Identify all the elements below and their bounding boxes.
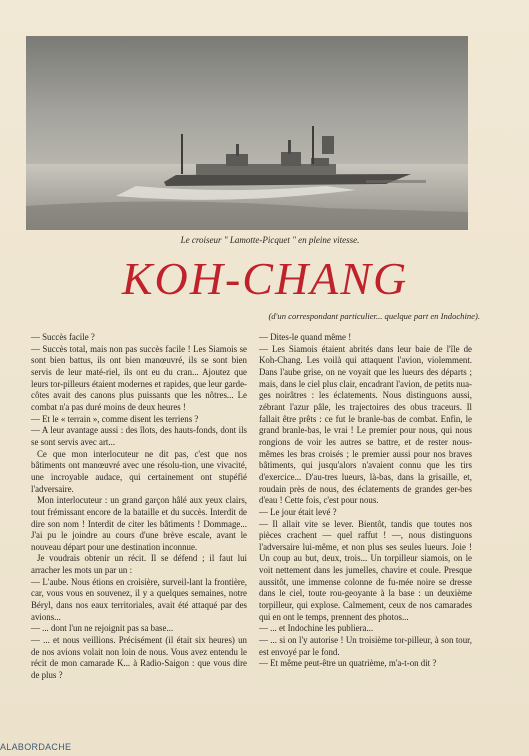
paragraph: — L'aube. Nous étions en croisière, surveil-lant la frontière, car, vous vous en souvenez, il y a quelques semaines, notre Béryl, dans nos eaux territoriales, avait été attaqué par des avions...: [31, 576, 247, 622]
caption-ship-name: " Lamotte-Picquet ": [223, 235, 296, 245]
title-brush-lettering: [121, 250, 408, 306]
paragraph: — Il allait vite se lever. Bientôt, tandis que toutes nos pièces crachent — quel raffut ! —, nous distinguons l'adversaire lui-même, et non plus ses seules lueurs. Joie ! Un coup au but, deux, trois... Un torpilleur siamois, on le voit nettement dans les jumelles, chavire et coule. Presque aussitôt, une immense colonne de fu-mée noire se dresse dans le ciel, toute rou-geoyante à la base : un deuxième torpilleur, qui explose. Calmement, ceux de nos camarades qui en ont le temps, prennent des photos...: [259, 518, 472, 622]
source-watermark: ALABORDACHE: [0, 742, 72, 752]
caption-suffix: en pleine vitesse.: [298, 235, 360, 245]
paragraph: — Le jour était levé ?: [259, 506, 337, 517]
paragraph: — ... et nous veillions. Précisément (il était six heures) un de nos avions volait non loin de nous. Vous avez entendu le récit de mon camarade K... à Radio-Saigon : que vous dire de plus ?: [31, 635, 247, 681]
paragraph: — ... si on l'y autorise ! Un troisième tor-pilleur, à son tour, est envoyé par le fond.: [259, 635, 472, 657]
paragraph: Mon interlocuteur : un grand garçon hâlé aux yeux clairs, tout frémissant encore de la bataille et du succès. Interdit de dire son nom ! Interdit de citer les bâtiments ! Dommage... J'ai pu le joindre au cours d'une brève escale, avant le nouveau départ pour une destination inconnue.: [31, 495, 247, 552]
paragraph: — Et même peut-être un quatrième, m'a-t-on dit ?: [259, 658, 437, 669]
paragraph: Ce que mon interlocuteur ne dit pas, c'est que nos bâtiments ont manœuvré avec une résolu-tion, une vivacité, une incroyable audace, qui certainement ont stupéfié l'adversaire.: [31, 448, 247, 494]
paragraph: — Succès total, mais non pas succès facile ! Les Siamois se sont bien battus, ils ont bien manœuvré, ils se sont bien servis de leur maté-riel, ils ont eu du cran... Ajoutez que leurs tor-pilleurs étaient modernes et rapides, que leur garde-côtes avait des canons plus puissants que les nôtres... Le combat n'a pas duré moins de deux heures !: [31, 343, 247, 412]
article-title: [0, 250, 529, 311]
cruiser-image: [26, 36, 468, 230]
paragraph: — A leur avantage aussi : des îlots, des hauts-fonds, dont ils se sont servis avec art...: [31, 425, 247, 447]
right-column: [259, 332, 472, 670]
paragraph: — ... et Indochine les publiera...: [259, 623, 374, 634]
paragraph: — ... dont l'un ne rejoignit pas sa base...: [31, 623, 174, 634]
paragraph: — Et le « terrain », comme disent les terriens ?: [31, 413, 199, 424]
ship-photo: [26, 36, 468, 230]
paragraph: Je voudrais obtenir un récit. Il se défend ; il faut lui arracher les mots un par un :: [31, 553, 247, 576]
paragraph: — Les Siamois étaient abrités dans leur baie de l'île de Koh-Chang. Les voilà qui attaquent l'avion, violemment. Dans l'aube grise, on ne voyait que les lueurs des départs ; mais, dans le ciel plus clair, encadrant l'avion, de petits nua-ges noirâtres : les éclatements. Nous distinguons aussi, zébrant l'azur pâle, les trajectoires des obus traceurs. Il fallait être prêts : ce fut le branle-bas de combat. Enfin, le grand branle-bas, le vrai ! Le premier pour nous, qui nous rongions de voir les autres se battre, et de rester nous-mêmes les bras croisés ; le premier aussi pour nos braves bâtiments, qui jusqu'alors n'avaient connu que les tirs d'exercice... D'au-tres lueurs, là-bas, dans la grisaille, et, roudain près de nous, des éclatements de grandes ger-bes d'eau ! Cette fois, c'est pour nous.: [259, 343, 472, 506]
left-column: [31, 332, 247, 682]
photo-caption: [140, 235, 400, 245]
caption-prefix: Le croiseur: [180, 235, 222, 245]
article-subtitle: (d'un correspondant particulier... quelque part en Indochine).: [268, 311, 480, 321]
paragraph: — Succès facile ?: [31, 332, 95, 342]
title-text: KOH-CHANG: [121, 253, 408, 304]
paragraph: — Dites-le quand même !: [259, 332, 352, 342]
